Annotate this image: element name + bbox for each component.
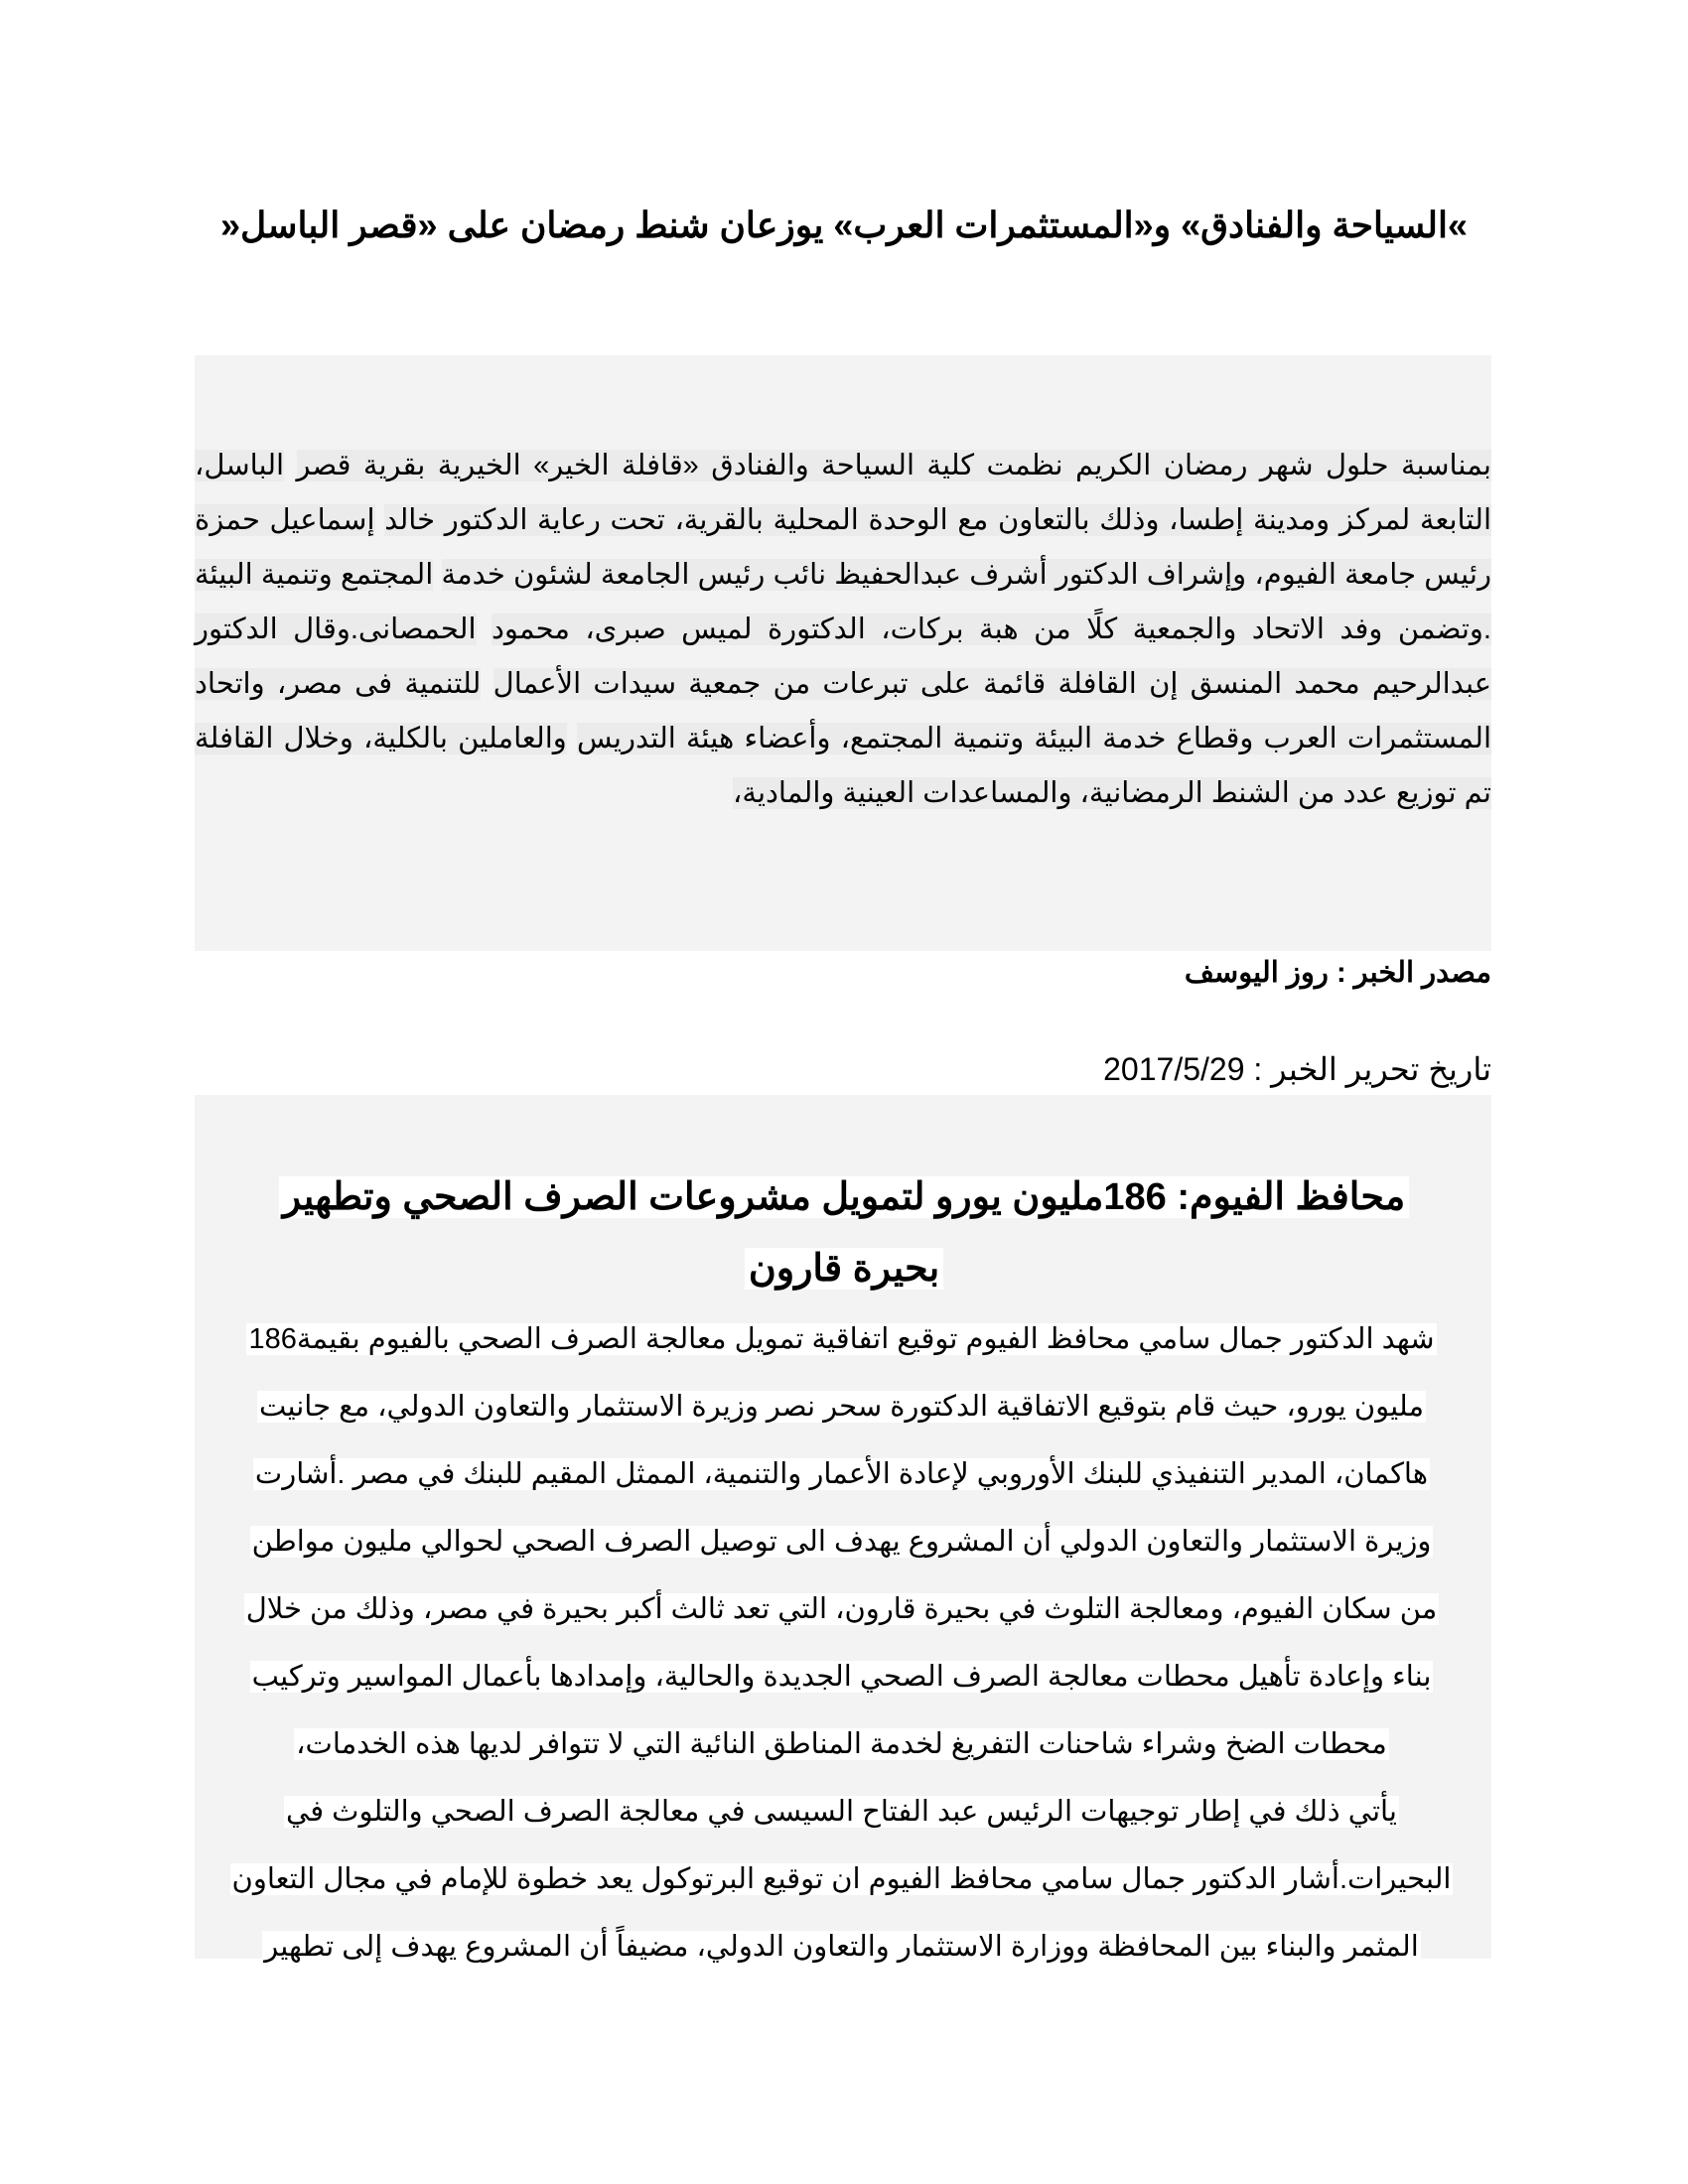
article2-body-text: وزيرة الاستثمار والتعاون الدولي أن المشروع يهدف الى توصيل الصرف الصحي لحوالي مليون مواطن [251,1526,1432,1558]
article1-date: تاريخ تحرير الخبر : 2017/5/29 [1103,1051,1491,1087]
article2-body-line [209,1373,1475,1440]
article2-body-line [209,1305,1475,1373]
article2-body-text: هاكمان، المدير التنفيذي للبنك الأوروبي لإعادة الأعمار والتنمية، الممثل المقيم للبنك في مصر .أشارت [254,1458,1429,1490]
article2-body-line [209,1845,1475,1913]
article2-title [228,1161,1460,1304]
article1-body-line: المجتمع وتنمية البيئة .وتضمن وفد الاتحاد والجمعية كلًا من هبة بركات، الدكتورة لميس صبرى، محمود [195,559,1491,645]
article1-title: »السياحة والفنادق» و«المستثمرات العرب» يوزعان شنط رمضان على «قصر الباسل« [220,205,1468,245]
article2-body-line [209,1508,1475,1575]
article2-body-line [209,1913,1475,1980]
article1-source: مصدر الخبر : روز اليوسف [1184,957,1491,989]
article2-body-text: من سكان الفيوم، ومعالجة التلوث في بحيرة قارون، التي تعد ثالث أكبر بحيرة في مصر، وذلك من خلال [245,1593,1438,1625]
article2-body-text: مليون يورو، حيث قام بتوقيع الاتفاقية الدكتورة سحر نصر وزيرة الاستثمار والتعاون الدولي، مع جانيت [258,1391,1425,1423]
article1-body-line: للتنمية فى مصر، واتحاد المستثمرات العرب وقطاع خدمة البيئة وتنمية المجتمع، وأعضاء هيئة التدريس [195,668,1492,754]
article2-body-line [209,1440,1475,1508]
article1-body-line: والعاملين بالكلية، وخلال القافلة تم توزيع عدد من الشنط الرمضانية، والمساعدات العينية والمادية، [195,723,1491,809]
article2-body-line [209,1643,1475,1710]
article2-body-text: البحيرات.أشار الدكتور جمال سامي محافظ الفيوم ان توقيع البرتوكول يعد خطوة للإمام في مجال التعاون [231,1863,1452,1895]
article2-body-text: محطات الضخ وشراء شاحنات التفريغ لخدمة المناطق النائية التي لا تتوافر لديها هذه الخدمات، [296,1728,1387,1760]
article2-body-text: شهد الدكتور جمال سامي محافظ الفيوم توقيع اتفاقية تمويل معالجة الصرف الصحي بالفيوم بقيمة186 [248,1323,1435,1355]
article1-body-line: بمناسبة حلول شهر رمضان الكريم نظمت كلية السياحة والفنادق «قافلة الخير» الخيرية بقرية قصر [296,450,1491,481]
article2-title-line2: بحيرة قارون [745,1248,943,1290]
article1-body-line: الحمصانى.وقال الدكتور عبدالرحيم محمد المنسق إن القافلة قائمة على تبرعات من جمعية سيدات الأعمال [195,614,1492,700]
article2-body-text: يأتي ذلك في إطار توجيهات الرئيس عبد الفتاح السيسى في معالجة الصرف الصحي والتلوث في [286,1796,1397,1828]
article2-body-text: بناء وإعادة تأهيل محطات معالجة الصرف الصحي الجديدة والحالية، وإمدادها بأعمال المواسير وتركيب [251,1661,1432,1693]
article2-body-line [209,1710,1475,1778]
article2-body-text: المثمر والبناء بين المحافظة ووزارة الاستثمار والتعاون الدولي، مضيفاً أن المشروع يهدف إلى تطهير [264,1931,1419,1963]
article2-body [209,1305,1475,1980]
article2-body-line [209,1778,1475,1845]
article2-body-line [209,1575,1475,1643]
article1-body [195,439,1491,821]
article1-body-line: الباسل، التابعة لمركز ومدينة إطسا، وذلك بالتعاون مع الوحدة المحلية بالقرية، تحت رعاية الدكتور خالد [195,450,1492,536]
article2-title-line1: محافظ الفيوم: 186مليون يورو لتمويل مشروعات الصرف الصحي وتطهير [279,1176,1409,1218]
article1-body-line: إسماعيل حمزة رئيس جامعة الفيوم، وإشراف الدكتور أشرف عبدالحفيظ نائب رئيس الجامعة لشئون خدمة [195,504,1492,591]
